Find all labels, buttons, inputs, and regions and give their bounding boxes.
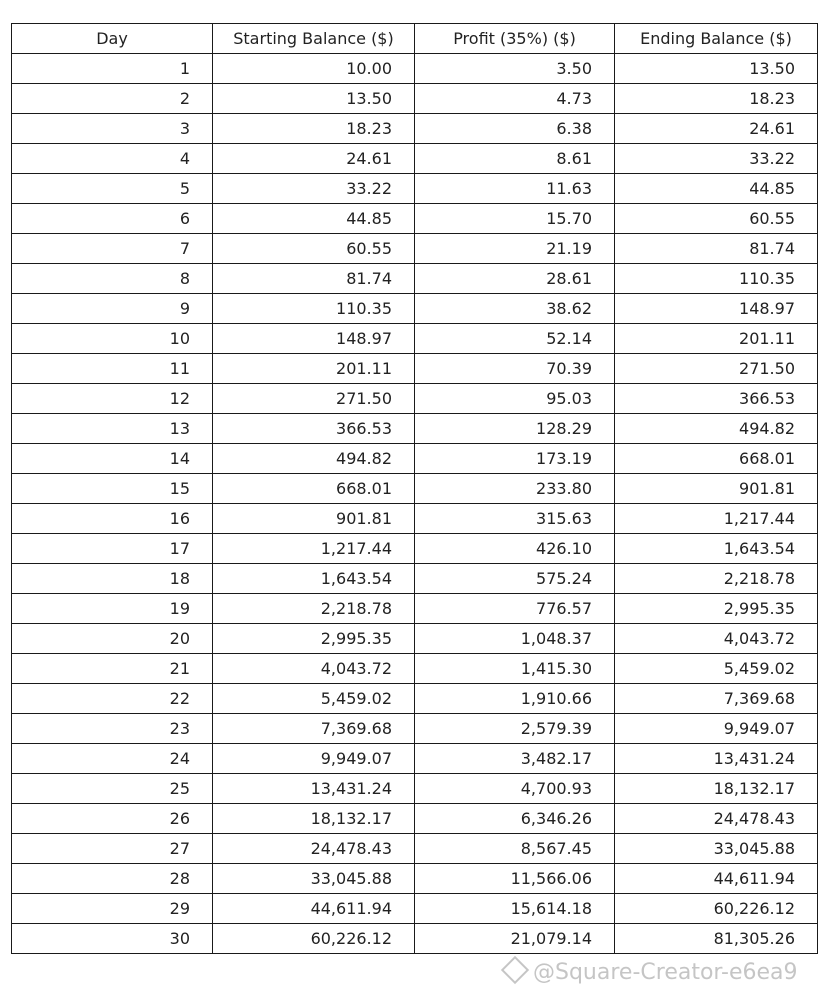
table-row bbox=[12, 714, 818, 744]
cell-profit: 776.57 bbox=[415, 594, 615, 624]
cell-profit: 6,346.26 bbox=[415, 804, 615, 834]
cell-profit: 15.70 bbox=[415, 204, 615, 234]
cell-starting-balance: 81.74 bbox=[213, 264, 415, 294]
cell-starting-balance: 201.11 bbox=[213, 354, 415, 384]
table-row bbox=[12, 174, 818, 204]
cell-starting-balance: 24,478.43 bbox=[213, 834, 415, 864]
table-row bbox=[12, 324, 818, 354]
cell-day: 6 bbox=[12, 204, 213, 234]
cell-profit: 52.14 bbox=[415, 324, 615, 354]
header-profit: Profit (35%) ($) bbox=[415, 24, 615, 54]
cell-starting-balance: 33,045.88 bbox=[213, 864, 415, 894]
cell-day: 18 bbox=[12, 564, 213, 594]
cell-day: 9 bbox=[12, 294, 213, 324]
cell-day: 24 bbox=[12, 744, 213, 774]
cell-ending-balance: 1,217.44 bbox=[615, 504, 818, 534]
table-row bbox=[12, 654, 818, 684]
table-row bbox=[12, 84, 818, 114]
cell-ending-balance: 1,643.54 bbox=[615, 534, 818, 564]
table-row bbox=[12, 384, 818, 414]
cell-profit: 1,910.66 bbox=[415, 684, 615, 714]
cell-starting-balance: 9,949.07 bbox=[213, 744, 415, 774]
cell-profit: 2,579.39 bbox=[415, 714, 615, 744]
cell-ending-balance: 33,045.88 bbox=[615, 834, 818, 864]
table-row bbox=[12, 354, 818, 384]
table-row bbox=[12, 204, 818, 234]
table-row bbox=[12, 144, 818, 174]
table-row bbox=[12, 504, 818, 534]
cell-ending-balance: 13,431.24 bbox=[615, 744, 818, 774]
table-row bbox=[12, 444, 818, 474]
cell-profit: 95.03 bbox=[415, 384, 615, 414]
cell-day: 4 bbox=[12, 144, 213, 174]
cell-starting-balance: 5,459.02 bbox=[213, 684, 415, 714]
cell-profit: 11.63 bbox=[415, 174, 615, 204]
cell-starting-balance: 10.00 bbox=[213, 54, 415, 84]
cell-ending-balance: 148.97 bbox=[615, 294, 818, 324]
cell-starting-balance: 18,132.17 bbox=[213, 804, 415, 834]
cell-day: 30 bbox=[12, 924, 213, 954]
table-row bbox=[12, 924, 818, 954]
cell-profit: 315.63 bbox=[415, 504, 615, 534]
cell-ending-balance: 81.74 bbox=[615, 234, 818, 264]
table-row bbox=[12, 264, 818, 294]
cell-ending-balance: 44.85 bbox=[615, 174, 818, 204]
cell-starting-balance: 366.53 bbox=[213, 414, 415, 444]
cell-ending-balance: 81,305.26 bbox=[615, 924, 818, 954]
cell-starting-balance: 44,611.94 bbox=[213, 894, 415, 924]
cell-ending-balance: 9,949.07 bbox=[615, 714, 818, 744]
cell-starting-balance: 44.85 bbox=[213, 204, 415, 234]
cell-starting-balance: 33.22 bbox=[213, 174, 415, 204]
table-row bbox=[12, 234, 818, 264]
cell-starting-balance: 901.81 bbox=[213, 504, 415, 534]
cell-day: 17 bbox=[12, 534, 213, 564]
table-row bbox=[12, 894, 818, 924]
cell-ending-balance: 668.01 bbox=[615, 444, 818, 474]
cell-day: 16 bbox=[12, 504, 213, 534]
header-row bbox=[12, 24, 818, 54]
cell-starting-balance: 60,226.12 bbox=[213, 924, 415, 954]
header-starting-balance: Starting Balance ($) bbox=[213, 24, 415, 54]
cell-starting-balance: 494.82 bbox=[213, 444, 415, 474]
cell-ending-balance: 13.50 bbox=[615, 54, 818, 84]
cell-starting-balance: 18.23 bbox=[213, 114, 415, 144]
cell-day: 29 bbox=[12, 894, 213, 924]
cell-profit: 6.38 bbox=[415, 114, 615, 144]
cell-starting-balance: 1,217.44 bbox=[213, 534, 415, 564]
binance-diamond-icon bbox=[501, 956, 529, 984]
cell-ending-balance: 4,043.72 bbox=[615, 624, 818, 654]
cell-starting-balance: 668.01 bbox=[213, 474, 415, 504]
cell-day: 5 bbox=[12, 174, 213, 204]
cell-profit: 28.61 bbox=[415, 264, 615, 294]
cell-day: 12 bbox=[12, 384, 213, 414]
table-body bbox=[12, 54, 818, 954]
cell-profit: 15,614.18 bbox=[415, 894, 615, 924]
cell-ending-balance: 271.50 bbox=[615, 354, 818, 384]
cell-starting-balance: 60.55 bbox=[213, 234, 415, 264]
cell-starting-balance: 271.50 bbox=[213, 384, 415, 414]
cell-profit: 3,482.17 bbox=[415, 744, 615, 774]
table-row bbox=[12, 774, 818, 804]
watermark bbox=[505, 960, 798, 985]
cell-ending-balance: 201.11 bbox=[615, 324, 818, 354]
cell-profit: 4,700.93 bbox=[415, 774, 615, 804]
cell-day: 7 bbox=[12, 234, 213, 264]
cell-starting-balance: 148.97 bbox=[213, 324, 415, 354]
cell-starting-balance: 2,995.35 bbox=[213, 624, 415, 654]
cell-day: 3 bbox=[12, 114, 213, 144]
cell-profit: 8,567.45 bbox=[415, 834, 615, 864]
cell-ending-balance: 44,611.94 bbox=[615, 864, 818, 894]
cell-starting-balance: 1,643.54 bbox=[213, 564, 415, 594]
cell-profit: 233.80 bbox=[415, 474, 615, 504]
cell-starting-balance: 4,043.72 bbox=[213, 654, 415, 684]
cell-starting-balance: 110.35 bbox=[213, 294, 415, 324]
cell-day: 28 bbox=[12, 864, 213, 894]
cell-profit: 426.10 bbox=[415, 534, 615, 564]
cell-starting-balance: 13.50 bbox=[213, 84, 415, 114]
table-row bbox=[12, 624, 818, 654]
cell-ending-balance: 5,459.02 bbox=[615, 654, 818, 684]
cell-day: 14 bbox=[12, 444, 213, 474]
table-row bbox=[12, 684, 818, 714]
cell-profit: 38.62 bbox=[415, 294, 615, 324]
watermark-text: @Square-Creator-e6ea9 bbox=[533, 960, 798, 985]
cell-day: 26 bbox=[12, 804, 213, 834]
cell-ending-balance: 2,995.35 bbox=[615, 594, 818, 624]
cell-profit: 8.61 bbox=[415, 144, 615, 174]
cell-day: 23 bbox=[12, 714, 213, 744]
table-row bbox=[12, 744, 818, 774]
cell-ending-balance: 494.82 bbox=[615, 414, 818, 444]
table-row bbox=[12, 564, 818, 594]
cell-profit: 21.19 bbox=[415, 234, 615, 264]
cell-ending-balance: 18,132.17 bbox=[615, 774, 818, 804]
cell-day: 11 bbox=[12, 354, 213, 384]
table-row bbox=[12, 414, 818, 444]
cell-profit: 11,566.06 bbox=[415, 864, 615, 894]
table-row bbox=[12, 114, 818, 144]
table-row bbox=[12, 534, 818, 564]
balance-table bbox=[11, 23, 818, 954]
cell-day: 21 bbox=[12, 654, 213, 684]
cell-day: 15 bbox=[12, 474, 213, 504]
header-ending-balance: Ending Balance ($) bbox=[615, 24, 818, 54]
cell-profit: 575.24 bbox=[415, 564, 615, 594]
cell-ending-balance: 24,478.43 bbox=[615, 804, 818, 834]
cell-ending-balance: 110.35 bbox=[615, 264, 818, 294]
cell-day: 22 bbox=[12, 684, 213, 714]
cell-starting-balance: 7,369.68 bbox=[213, 714, 415, 744]
table-row bbox=[12, 864, 818, 894]
cell-profit: 1,048.37 bbox=[415, 624, 615, 654]
cell-ending-balance: 366.53 bbox=[615, 384, 818, 414]
table-row bbox=[12, 594, 818, 624]
cell-starting-balance: 24.61 bbox=[213, 144, 415, 174]
cell-day: 10 bbox=[12, 324, 213, 354]
cell-profit: 128.29 bbox=[415, 414, 615, 444]
cell-starting-balance: 2,218.78 bbox=[213, 594, 415, 624]
cell-day: 20 bbox=[12, 624, 213, 654]
cell-ending-balance: 901.81 bbox=[615, 474, 818, 504]
cell-profit: 1,415.30 bbox=[415, 654, 615, 684]
cell-ending-balance: 24.61 bbox=[615, 114, 818, 144]
table-row bbox=[12, 294, 818, 324]
cell-starting-balance: 13,431.24 bbox=[213, 774, 415, 804]
table-row bbox=[12, 474, 818, 504]
cell-ending-balance: 7,369.68 bbox=[615, 684, 818, 714]
cell-profit: 173.19 bbox=[415, 444, 615, 474]
cell-day: 19 bbox=[12, 594, 213, 624]
table-row bbox=[12, 54, 818, 84]
cell-ending-balance: 60.55 bbox=[615, 204, 818, 234]
cell-ending-balance: 18.23 bbox=[615, 84, 818, 114]
cell-profit: 70.39 bbox=[415, 354, 615, 384]
cell-ending-balance: 60,226.12 bbox=[615, 894, 818, 924]
cell-profit: 3.50 bbox=[415, 54, 615, 84]
cell-day: 27 bbox=[12, 834, 213, 864]
cell-day: 13 bbox=[12, 414, 213, 444]
cell-profit: 21,079.14 bbox=[415, 924, 615, 954]
cell-ending-balance: 2,218.78 bbox=[615, 564, 818, 594]
cell-day: 8 bbox=[12, 264, 213, 294]
table-row bbox=[12, 834, 818, 864]
table-row bbox=[12, 804, 818, 834]
cell-day: 25 bbox=[12, 774, 213, 804]
cell-profit: 4.73 bbox=[415, 84, 615, 114]
header-day: Day bbox=[12, 24, 213, 54]
cell-ending-balance: 33.22 bbox=[615, 144, 818, 174]
cell-day: 2 bbox=[12, 84, 213, 114]
cell-day: 1 bbox=[12, 54, 213, 84]
